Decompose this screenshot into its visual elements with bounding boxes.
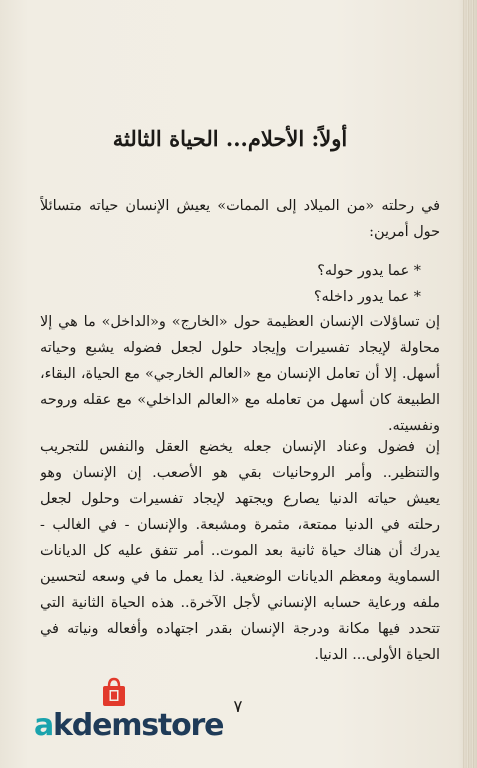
paragraph-line: يدرك أن هناك حياة ثانية بعد الموت.. أمر تتفق عليه كل الديانات [40,543,440,559]
paragraph-line: محاولة لإيجاد تفسيرات وإيجاد حلول لجعل فضوله يشبع وحياته [40,340,440,356]
paragraph-line: السماوية ومعظم الديانات الوضعية. لذا يعمل ما في وسعه لتحسين [40,569,440,585]
paragraph-line: تتحدد فيها مكانة ودرجة الإنسان بقدر اجتهاده وأفعاله ونياته في [40,621,440,637]
paragraph-line: يعيش حياته الدنيا يصارع ويجتهد لإيجاد تفسيرات وحلول لجعل [40,491,440,507]
paragraph-2 [40,309,440,439]
shopping-bag-icon [99,676,129,708]
paragraph-1 [40,193,440,245]
paragraph-line: رحلته في الدنيا ممتعة، مثمرة ومشبعة. والإنسان - في الغالب - [40,517,440,533]
bullet-item: * عما يدور حوله؟ [317,263,421,279]
chapter-heading: أولاً: الأحلام... الحياة الثالثة [112,126,348,151]
logo-letter-a: a [34,708,54,743]
logo-wordmark [34,708,223,743]
paragraph-line: والتنظير.. وأمر الروحانيات بقي هو الأصعب. إن الإنسان وهو [40,465,440,481]
paragraph-line: في رحلته «من الميلاد إلى الممات» يعيش الإنسان حياته متسائلاً [40,198,440,214]
page-edge [463,0,477,768]
paragraph-line: ملفه ورعاية حسابه الإنساني لأجل الآخرة.. هذه الحياة الثانية التي [40,595,440,611]
paragraph-3 [40,434,440,668]
paragraph-line: ونفسيته. [387,418,440,434]
paragraph-line: الحياة الأولى... الدنيا. [314,647,440,663]
paragraph-line: أسهل. إلا أن تعامل الإنسان مع «العالم الخارجي» مع الحياة، البقاء، [40,366,440,382]
page-number: ٧ [233,697,243,717]
logo-wordmark-rest: kdemstore [53,708,224,743]
paragraph-line: إن فضول وعناد الإنسان جعله يخضع العقل والنفس للتجريب [40,439,440,455]
bullet-item: * عما يدور داخله؟ [313,289,421,305]
paragraph-line: الطبيعة كان أسهل من تعامله مع «العالم الداخلي» مع عقله وروحه [40,392,440,408]
akdemstore-logo [34,676,224,746]
paragraph-line: إن تساؤلات الإنسان العظيمة حول «الخارج» و«الداخل» ما هي إلا [40,314,440,330]
paragraph-line: حول أمرين: [369,224,440,240]
